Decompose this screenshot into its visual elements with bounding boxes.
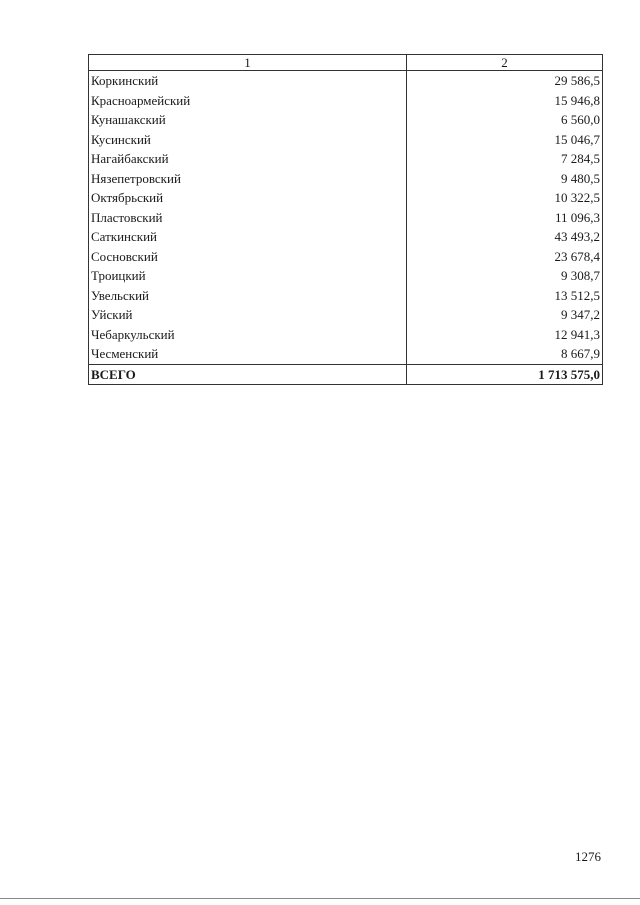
district-value: 10 322,5 [407,188,603,208]
table-row [89,227,603,247]
district-value: 6 560,0 [407,110,603,130]
bottom-divider [0,898,640,899]
table-row [89,130,603,150]
district-name: Уйский [89,305,407,325]
page-number: 1276 [575,849,601,864]
district-name: Троицкий [89,266,407,286]
district-value: 43 493,2 [407,227,603,247]
table-row [89,325,603,345]
district-value: 13 512,5 [407,286,603,306]
district-name: Нязепетровский [89,169,407,189]
total-row [89,364,603,385]
district-value: 15 046,7 [407,130,603,150]
district-name: Чесменский [89,344,407,364]
district-value: 23 678,4 [407,247,603,267]
table-row [89,266,603,286]
table-row [89,91,603,111]
column-header-2: 2 [407,55,603,71]
table-row [89,71,603,91]
district-value: 15 946,8 [407,91,603,111]
data-table [88,54,603,385]
table-row [89,286,603,306]
district-name: Чебаркульский [89,325,407,345]
district-name: Кунашакский [89,110,407,130]
district-name: Сосновский [89,247,407,267]
district-value: 11 096,3 [407,208,603,228]
table-row [89,208,603,228]
table-row [89,247,603,267]
table-row [89,169,603,189]
district-value: 7 284,5 [407,149,603,169]
district-name: Увельский [89,286,407,306]
total-value: 1 713 575,0 [407,364,603,385]
table-row [89,305,603,325]
district-name: Кусинский [89,130,407,150]
table-row [89,188,603,208]
district-value: 9 480,5 [407,169,603,189]
table-row [89,344,603,364]
district-value: 8 667,9 [407,344,603,364]
district-value: 9 347,2 [407,305,603,325]
district-name: Октябрьский [89,188,407,208]
district-name: Коркинский [89,71,407,91]
district-value: 12 941,3 [407,325,603,345]
district-name: Нагайбакский [89,149,407,169]
district-value: 9 308,7 [407,266,603,286]
district-name: Пластовский [89,208,407,228]
district-name: Красноармейский [89,91,407,111]
district-value: 29 586,5 [407,71,603,91]
table-row [89,149,603,169]
district-name: Саткинский [89,227,407,247]
table-header-row [89,55,603,71]
table-row [89,110,603,130]
total-label: ВСЕГО [89,364,407,385]
column-header-1: 1 [89,55,407,71]
